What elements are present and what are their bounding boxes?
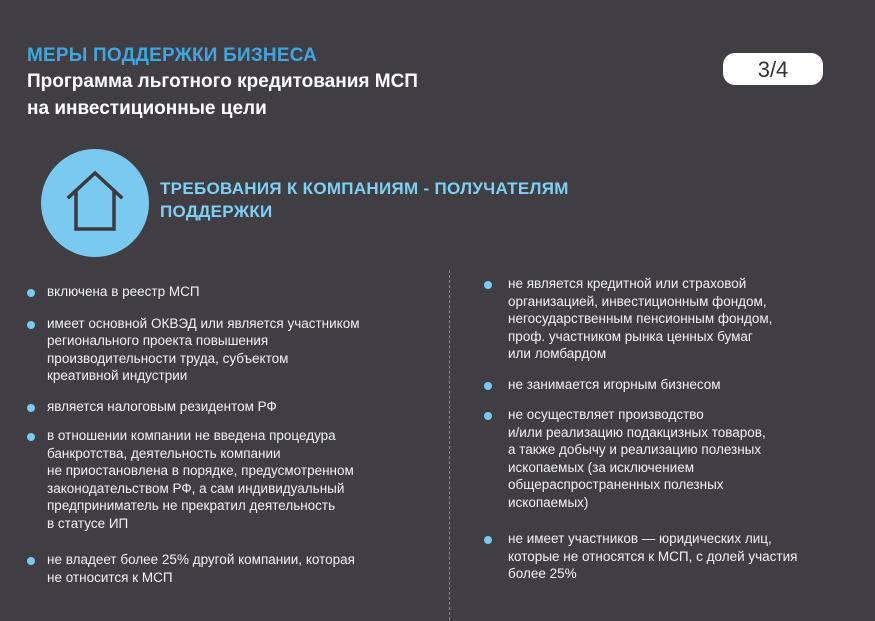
list-item bbox=[484, 530, 844, 583]
list-item-line: не относится к МСП bbox=[47, 569, 173, 585]
list-item-line: включена в реестр МСП bbox=[47, 284, 200, 299]
list-item-line: не является кредитной или страховой bbox=[508, 276, 747, 291]
requirements-list-left bbox=[27, 283, 432, 586]
list-item bbox=[27, 283, 432, 301]
list-item-line: не владеет более 25% другой компании, которая bbox=[47, 552, 355, 567]
bullet-icon bbox=[27, 433, 35, 441]
list-item-line: не занимается игорным бизнесом bbox=[508, 376, 721, 392]
bullet-icon bbox=[484, 382, 492, 390]
list-item-line: не приостановлена в порядке, предусмотренном bbox=[47, 463, 354, 478]
header bbox=[27, 44, 418, 122]
house-icon bbox=[61, 167, 129, 237]
bullet-icon bbox=[27, 557, 35, 565]
list-item-line: ископаемых) bbox=[508, 494, 589, 510]
list-item-line: является налоговым резидентом РФ bbox=[47, 398, 277, 414]
list-item-line: в отношении компании не введена процедура bbox=[47, 428, 336, 443]
list-item-line: негосударственным пенсионным фондом, bbox=[508, 311, 773, 326]
bullet-icon bbox=[27, 321, 35, 329]
requirements-list-right bbox=[484, 275, 844, 583]
list-item-line: креативной индустрии bbox=[47, 368, 188, 383]
bullet-icon bbox=[484, 536, 492, 544]
list-item-line: более 25% bbox=[508, 566, 577, 581]
list-item bbox=[484, 406, 844, 511]
list-item-line: проф. участником рынка ценных бумаг bbox=[508, 328, 753, 344]
list-item-line: ископаемых (за исключением bbox=[508, 459, 694, 475]
list-item-line: не имеет участников — юридических лиц, bbox=[508, 531, 772, 546]
bullet-icon bbox=[484, 281, 492, 289]
requirements-heading bbox=[160, 177, 680, 223]
list-item-line: или ломбардом bbox=[508, 346, 607, 361]
list-item-line: производительности труда, субъектом bbox=[47, 350, 289, 366]
house-icon-badge bbox=[41, 149, 149, 257]
bullet-icon bbox=[27, 404, 35, 412]
list-item bbox=[27, 398, 432, 416]
page-title-line: на инвестиционные цели bbox=[27, 98, 267, 119]
requirements-heading-line: ПОДДЕРЖКИ bbox=[160, 202, 273, 221]
list-item bbox=[484, 275, 844, 363]
list-item-line: в статусе ИП bbox=[47, 515, 129, 531]
list-item-line: а также добычу и реализацию полезных bbox=[508, 442, 762, 457]
list-item bbox=[27, 427, 432, 532]
list-item-line: предприниматель не прекратил деятельность bbox=[47, 498, 336, 513]
list-item bbox=[484, 376, 844, 394]
page-title-line: Программа льготного кредитования МСП bbox=[27, 71, 418, 92]
requirements-heading-line: ТРЕБОВАНИЯ К КОМПАНИЯМ - ПОЛУЧАТЕЛЯМ bbox=[160, 179, 569, 198]
list-item-line: банкротства, деятельность компании bbox=[47, 445, 281, 461]
column-divider bbox=[449, 270, 450, 620]
list-item bbox=[27, 551, 432, 586]
list-item bbox=[27, 315, 432, 385]
list-item-line: не осуществляет производство bbox=[508, 407, 704, 422]
bullet-icon bbox=[484, 412, 492, 420]
list-item-line: законодательством РФ, а сам индивидуальный bbox=[47, 480, 345, 496]
list-item-line: регионального проекта повышения bbox=[47, 333, 269, 348]
list-item-line: организацией, инвестиционным фондом, bbox=[508, 293, 767, 309]
section-label: МЕРЫ ПОДДЕРЖКИ БИЗНЕСА bbox=[27, 45, 318, 66]
page-indicator: 3/4 bbox=[723, 53, 823, 85]
list-item-line: и/или реализацию подакцизных товаров, bbox=[508, 424, 766, 440]
bullet-icon bbox=[27, 289, 35, 297]
list-item-line: общераспространенных полезных bbox=[508, 477, 724, 492]
page-title bbox=[27, 68, 418, 122]
list-item-line: имеет основной ОКВЭД или является участником bbox=[47, 315, 360, 331]
list-item-line: которые не относятся к МСП, с долей участия bbox=[508, 548, 798, 564]
